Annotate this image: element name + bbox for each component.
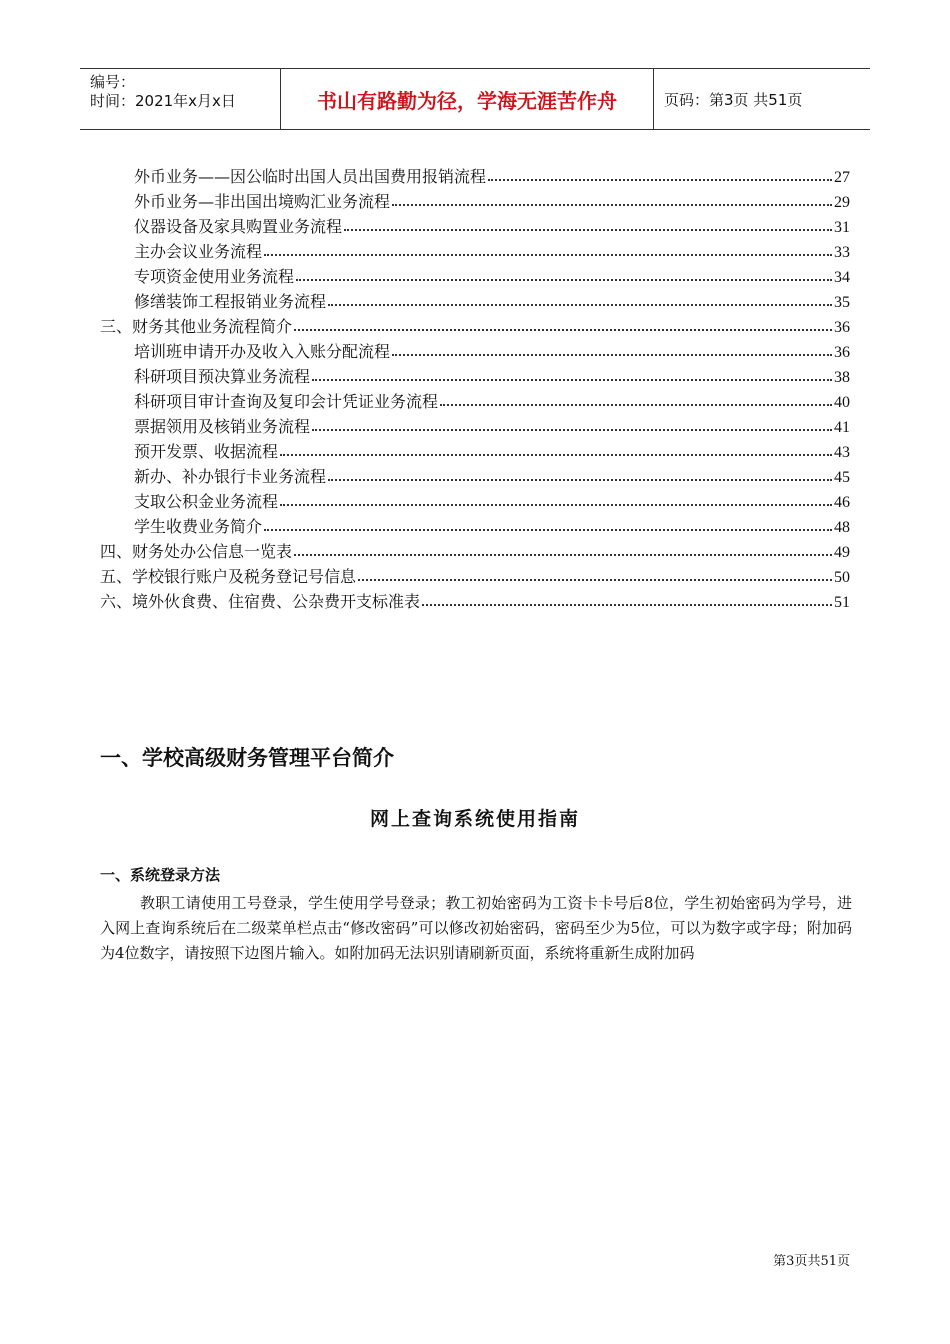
toc-entry-page: 41 [834,419,850,436]
toc-leader-dots [488,179,832,181]
toc-entry-page: 46 [834,494,850,511]
toc-leader-dots [328,304,832,306]
page-footer: 第3页共51页 [773,1254,850,1269]
toc-entry[interactable] [100,487,850,512]
toc-entry-title: 六、境外伙食费、住宿费、公杂费开支标准表 [100,592,421,611]
toc-entry-title: 主办会议业务流程 [134,242,263,261]
toc-entry-page: 48 [834,519,850,536]
body-paragraph: 教职工请使用工号登录，学生使用学号登录；教工初始密码为工资卡卡号后8位，学生初始密码为学号，进入网上查询系统后在二级菜单栏点击“修改密码”可以修改初始密码，密码至少为5位，可以为数字或字母；附加码为4位数字，请按照下边图片输入。如附加码无法识别请刷新页面，系统将重新生成附加码 [100,894,852,962]
toc-entry-page: 33 [834,244,850,261]
table-of-contents [100,162,850,612]
header-motto: 书山有路勤为径，学海无涯苦作舟 [280,69,654,129]
toc-entry[interactable] [100,562,850,587]
toc-leader-dots [280,504,832,506]
toc-entry-page: 29 [834,194,850,211]
toc-leader-dots [328,479,832,481]
toc-entry[interactable] [100,387,850,412]
toc-entry-title: 预开发票、收据流程 [134,442,279,461]
toc-entry-title: 支取公积金业务流程 [134,492,279,511]
toc-entry-title: 外币业务——因公临时出国人员出国费用报销流程 [134,167,487,186]
toc-leader-dots [312,379,832,381]
toc-entry[interactable] [100,412,850,437]
toc-entry[interactable] [100,287,850,312]
toc-leader-dots [294,554,832,556]
toc-entry-page: 31 [834,219,850,236]
toc-entry[interactable] [100,312,850,337]
toc-leader-dots [264,529,832,531]
toc-entry-page: 43 [834,444,850,461]
toc-entry[interactable] [100,362,850,387]
toc-entry-page: 49 [834,544,850,561]
toc-entry-title: 四、财务处办公信息一览表 [100,542,293,561]
toc-entry[interactable] [100,187,850,212]
section-subtitle: 网上查询系统使用指南 [369,808,580,830]
toc-entry-page: 40 [834,394,850,411]
toc-entry[interactable] [100,212,850,237]
toc-leader-dots [344,229,832,231]
toc-entry-page: 27 [834,169,850,186]
toc-entry[interactable] [100,462,850,487]
toc-leader-dots [312,429,832,431]
toc-entry-title: 五、学校银行账户及税务登记号信息 [100,567,357,586]
subsection-heading: 一、系统登录方法 [100,866,221,884]
header-page-info: 页码：第3页 共51页 [664,90,803,109]
toc-entry[interactable] [100,587,850,612]
toc-leader-dots [264,254,832,256]
toc-entry-page: 34 [834,269,850,286]
toc-entry-title: 专项资金使用业务流程 [134,267,295,286]
toc-leader-dots [392,354,832,356]
time-label: 时间：2021年x月x日 [90,92,236,110]
toc-entry[interactable] [100,437,850,462]
toc-entry-page: 38 [834,369,850,386]
toc-leader-dots [296,279,832,281]
toc-entry[interactable] [100,512,850,537]
toc-entry-title: 票据领用及核销业务流程 [134,417,311,436]
toc-entry[interactable] [100,237,850,262]
toc-entry-title: 科研项目预决算业务流程 [134,367,311,386]
toc-entry-title: 学生收费业务简介 [134,517,263,536]
toc-entry-title: 外币业务—非出国出境购汇业务流程 [134,192,391,211]
toc-leader-dots [280,454,832,456]
toc-entry[interactable] [100,337,850,362]
toc-leader-dots [392,204,832,206]
toc-entry-title: 科研项目审计查询及复印会计凭证业务流程 [134,392,439,411]
page-header [80,68,870,130]
toc-entry[interactable] [100,162,850,187]
number-label: 编号： [90,73,136,91]
toc-leader-dots [440,404,832,406]
toc-entry-title: 三、财务其他业务流程简介 [100,317,293,336]
toc-entry-title: 新办、补办银行卡业务流程 [134,467,327,486]
toc-entry-page: 35 [834,294,850,311]
toc-entry-page: 50 [834,569,850,586]
toc-leader-dots [294,329,832,331]
toc-entry-page: 36 [834,319,850,336]
toc-entry-title: 修缮装饰工程报销业务流程 [134,292,327,311]
toc-leader-dots [358,579,832,581]
toc-entry-page: 36 [834,344,850,361]
toc-entry[interactable] [100,537,850,562]
toc-entry-page: 51 [834,594,850,611]
toc-entry-page: 45 [834,469,850,486]
toc-entry-title: 培训班申请开办及收入入账分配流程 [134,342,391,361]
header-meta [80,69,280,129]
toc-entry-title: 仪器设备及家具购置业务流程 [134,217,343,236]
section-heading: 一、学校高级财务管理平台简介 [100,746,394,770]
toc-leader-dots [422,604,832,606]
toc-entry[interactable] [100,262,850,287]
